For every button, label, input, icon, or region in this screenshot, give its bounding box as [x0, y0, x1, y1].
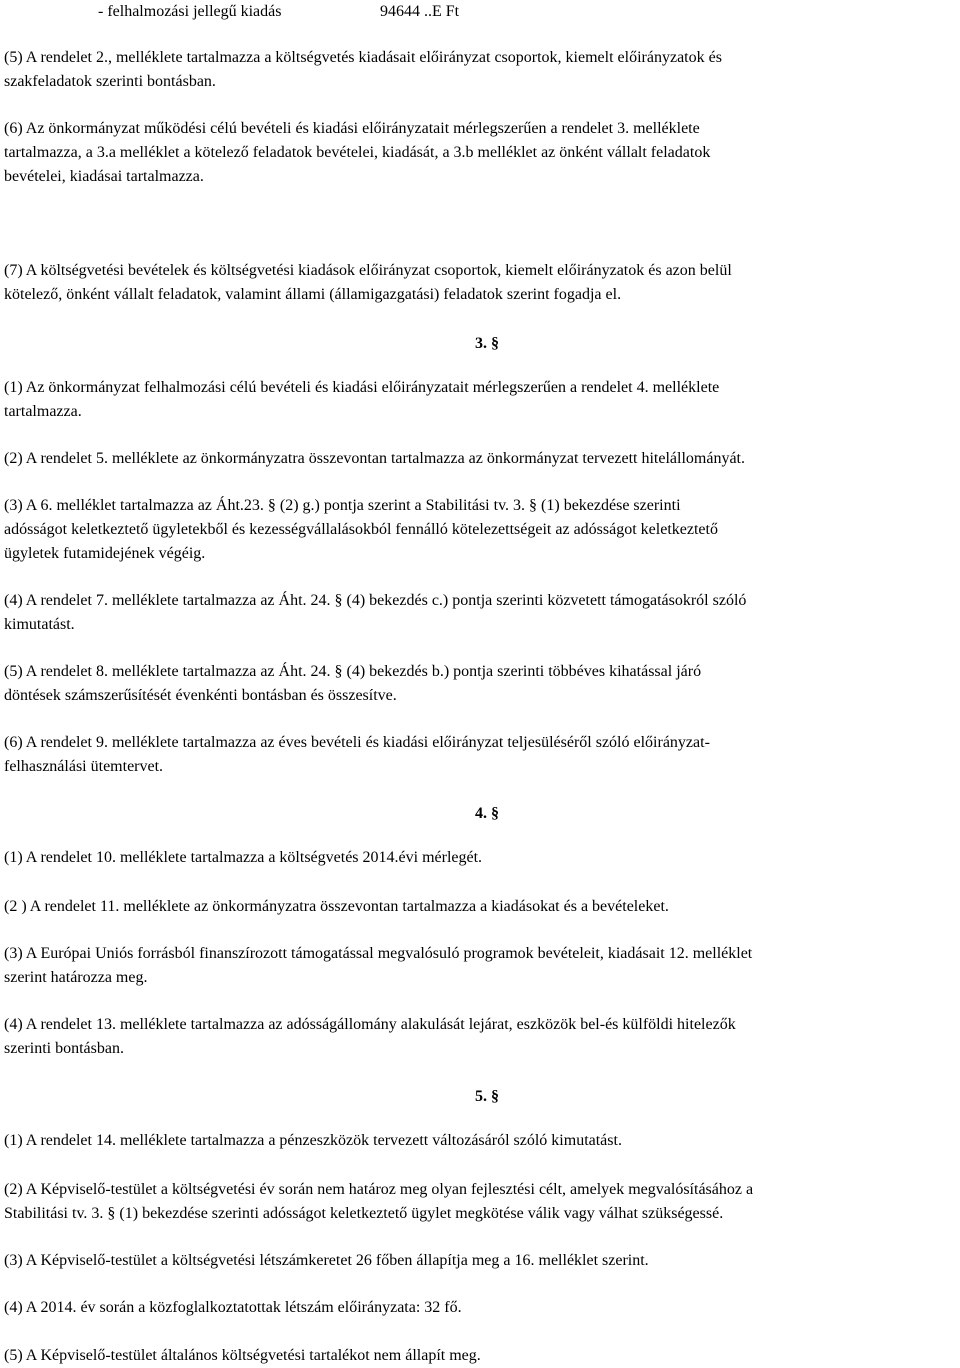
text-line: (3) A Európai Uniós forrásból finanszírozott támogatással megvalósuló programok bevételeit, kiadásait 12. melléklet [4, 945, 753, 962]
text-line: (2 ) A rendelet 11. melléklete az önkormányzatra összevontan tartalmazza a kiadásokat és a bevételeket. [4, 898, 669, 915]
paragraph-5-2 [4, 1178, 958, 1226]
text-line: (5) A rendelet 8. melléklete tartalmazza az Áht. 24. § (4) bekezdés b.) pontja szerinti többéves kihatással járó [4, 663, 702, 680]
section-heading-4 [0, 802, 960, 826]
text-line: (1) A rendelet 14. melléklete tartalmazza a pénzeszközök tervezett változásáról szóló kimutatást. [4, 1132, 622, 1149]
paragraph-4-3 [4, 942, 958, 990]
section-heading-text: 5. § [475, 1088, 499, 1105]
paragraph-3-2 [4, 447, 958, 471]
text-line: (6) A rendelet 9. melléklete tartalmazza az éves bevételi és kiadási előirányzat teljesüléséről szóló előirányzat- [4, 734, 710, 751]
text-line: felhasználási ütemtervet. [4, 758, 164, 775]
paragraph-5-1 [4, 1129, 958, 1153]
text-line: (4) A rendelet 13. melléklete tartalmazza az adósságállomány alakulását lejárat, eszközök bel-és külföldi hitelezők [4, 1016, 736, 1033]
paragraph-3-6 [4, 731, 958, 779]
text-line: (3) A Képviselő-testület a költségvetési létszámkeretet 26 főben állapítja meg a 16. melléklet szerint. [4, 1252, 649, 1269]
paragraph-4-4 [4, 1013, 958, 1061]
section-heading-text: 3. § [475, 335, 499, 352]
top-line-label: - felhalmozási jellegű kiadás [98, 3, 282, 20]
text-line: szerinti bontásban. [4, 1040, 124, 1057]
text-line: Stabilitási tv. 3. § (1) bekezdése szerinti adósságot keletkeztető ügylet megkötése válik vagy válhat szükségessé. [4, 1205, 724, 1222]
paragraph-3-1 [4, 376, 958, 424]
text-line: döntések számszerűsítését évenkénti bontásban és összesítve. [4, 687, 397, 704]
text-line: (5) A rendelet 2., melléklete tartalmazza a költségvetés kiadásait előirányzat csoportok, kiemelt előirányzatok és [4, 49, 722, 66]
top-line-amount: 94644 ..E Ft [380, 3, 460, 20]
text-line: ügyletek futamidejének végéig. [4, 545, 206, 562]
paragraph-2-7 [4, 259, 958, 307]
text-line: kimutatást. [4, 616, 75, 633]
section-heading-text: 4. § [475, 805, 499, 822]
text-line: (5) A Képviselő-testület általános költségvetési tartalékot nem állapít meg. [4, 1347, 481, 1364]
paragraph-2-6 [4, 117, 958, 189]
text-line: (7) A költségvetési bevételek és költségvetési kiadások előirányzat csoportok, kiemelt előirányzatok és azon belül [4, 262, 732, 279]
text-line: (6) Az önkormányzat működési célú bevételi és kiadási előirányzatait mérlegszerűen a rendelet 3. melléklete [4, 120, 700, 137]
text-line: szakfeladatok szerinti bontásban. [4, 73, 216, 90]
text-line: (4) A 2014. év során a közfoglalkoztatottak létszám előirányzata: 32 fő. [4, 1299, 462, 1316]
paragraph-4-2 [4, 895, 958, 919]
paragraph-3-4 [4, 589, 958, 637]
paragraph-2-5 [4, 46, 958, 94]
text-line: (2) A Képviselő-testület a költségvetési év során nem határoz meg olyan fejlesztési célt, amelyek megvalósításához a [4, 1181, 754, 1198]
text-line: tartalmazza. [4, 403, 82, 420]
paragraph-4-1 [4, 846, 958, 870]
top-line [98, 0, 460, 24]
paragraph-5-3 [4, 1249, 958, 1273]
text-line: (1) Az önkormányzat felhalmozási célú bevételi és kiadási előirányzatait mérlegszerűen a rendelet 4. melléklete [4, 379, 720, 396]
paragraph-5-4 [4, 1296, 958, 1320]
text-line: kötelező, önként vállalt feladatok, valamint állami (államigazgatási) feladatok szerint fogadja el. [4, 286, 622, 303]
paragraph-3-3 [4, 494, 958, 566]
text-line: adósságot keletkeztető ügyletekből és kezességvállalásokból fennálló kötelezettségeit az adósságot keletkeztető [4, 521, 718, 538]
text-line: (3) A 6. melléklet tartalmazza az Áht.23. § (2) g.) pontja szerint a Stabilitási tv. 3. § (1) bekezdése szerinti [4, 497, 681, 514]
paragraph-3-5 [4, 660, 958, 708]
text-line: (2) A rendelet 5. melléklete az önkormányzatra összevontan tartalmazza az önkormányzat tervezett hitelállományát. [4, 450, 745, 467]
text-line: (4) A rendelet 7. melléklete tartalmazza az Áht. 24. § (4) bekezdés c.) pontja szerinti közvetett támogatásokról szóló [4, 592, 747, 609]
text-line: szerint határozza meg. [4, 969, 148, 986]
section-heading-3 [0, 332, 960, 356]
text-line: bevételei, kiadásai tartalmazza. [4, 168, 204, 185]
paragraph-5-5 [4, 1344, 958, 1368]
text-line: (1) A rendelet 10. melléklete tartalmazza a költségvetés 2014.évi mérlegét. [4, 849, 483, 866]
text-line: tartalmazza, a 3.a melléklet a kötelező feladatok bevételei, kiadását, a 3.b melléklet az önként vállalt feladatok [4, 144, 711, 161]
section-heading-5 [0, 1085, 960, 1109]
